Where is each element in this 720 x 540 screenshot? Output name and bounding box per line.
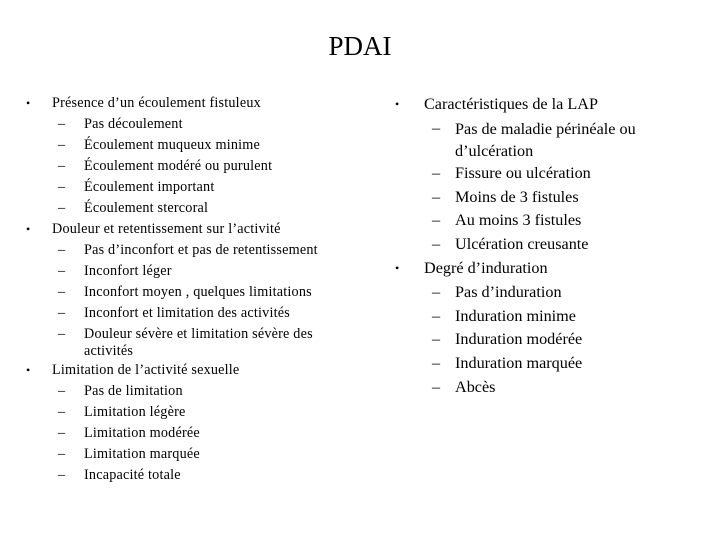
section-lap [392, 93, 692, 257]
dash-icon: – [58, 263, 66, 279]
section-heading: Douleur et retentissement sur l’activité [52, 221, 281, 237]
dash-icon: – [58, 425, 66, 441]
list-item [26, 240, 346, 261]
list-item-text: Inconfort et limitation des activités [84, 305, 290, 321]
list-item-text: Écoulement important [84, 179, 215, 195]
dash-icon: – [58, 200, 66, 216]
list-item-text: Pas de limitation [84, 383, 183, 399]
dash-icon: – [58, 242, 66, 258]
section-douleur [26, 219, 346, 360]
sub-list [26, 381, 346, 486]
dash-icon: – [58, 116, 66, 132]
sub-list [26, 240, 346, 360]
list-item-text: Induration modérée [455, 330, 583, 349]
list-item [26, 156, 346, 177]
list-item-text: Inconfort léger [84, 263, 172, 279]
list-item-text: Pas découlement [84, 116, 183, 132]
dash-icon: – [58, 467, 66, 483]
list-item-text: Incapacité totale [84, 467, 181, 483]
slide-title: PDAI [328, 31, 392, 61]
list-item [26, 114, 346, 135]
dash-icon: – [432, 377, 441, 396]
dash-icon: – [432, 118, 441, 137]
list-item [392, 233, 692, 257]
list-item-text: Pas d’induration [455, 282, 562, 301]
dash-icon: – [58, 284, 66, 300]
list-item-text: Pas d’inconfort et pas de retentissement [84, 242, 318, 258]
sub-list [392, 117, 692, 257]
list-item-text: Induration marquée [455, 354, 583, 373]
list-item [392, 305, 692, 329]
list-item-text: Douleur sévère et limitation sévère des activités [84, 326, 313, 359]
section-sexuelle [26, 360, 346, 486]
list-item [26, 198, 346, 219]
list-item-text: Abcès [455, 377, 496, 396]
dash-icon: – [432, 235, 441, 254]
dash-icon: – [58, 383, 66, 399]
list-item-text: Pas de maladie périnéale ou d’ulcération [455, 119, 636, 160]
list-item [26, 423, 346, 444]
dash-icon: – [58, 179, 66, 195]
list-item-text: Limitation modérée [84, 425, 200, 441]
dash-icon: – [58, 446, 66, 462]
section-induration [392, 257, 692, 400]
list-item [392, 162, 692, 186]
list-item [392, 352, 692, 376]
list-item-text: Fissure ou ulcération [455, 163, 591, 182]
dash-icon: – [432, 330, 441, 349]
list-item-text: Induration minime [455, 306, 576, 325]
left-column [26, 93, 346, 486]
list-item-text: Inconfort moyen , quelques limitations [84, 284, 312, 300]
list-item-text: Moins de 3 fistules [455, 187, 579, 206]
list-item [392, 376, 692, 400]
dash-icon: – [58, 326, 66, 342]
dash-icon: – [58, 137, 66, 153]
section-ecoulement [26, 93, 346, 219]
sub-list [26, 114, 346, 219]
dash-icon: – [58, 404, 66, 420]
list-item [26, 465, 346, 486]
section-heading: Présence d’un écoulement fistuleux [52, 95, 261, 111]
list-item [392, 209, 692, 233]
dash-icon: – [432, 187, 441, 206]
list-item [26, 177, 346, 198]
right-column [392, 93, 692, 400]
bullet-icon: • [26, 222, 31, 236]
list-item [26, 381, 346, 402]
sub-list [392, 281, 692, 400]
list-item [26, 324, 346, 360]
section-heading: Degré d’induration [424, 258, 548, 277]
list-item [392, 186, 692, 210]
dash-icon: – [432, 282, 441, 301]
bullet-icon: • [395, 97, 400, 111]
dash-icon: – [432, 211, 441, 230]
bullet-icon: • [26, 363, 31, 377]
section-heading: Limitation de l’activité sexuelle [52, 362, 240, 378]
dash-icon: – [58, 158, 66, 174]
list-item-text: Écoulement muqueux minime [84, 137, 260, 153]
list-item-text: Limitation marquée [84, 446, 200, 462]
list-item [26, 282, 346, 303]
list-item-text: Écoulement modéré ou purulent [84, 158, 273, 174]
section-heading: Caractéristiques de la LAP [424, 95, 598, 113]
list-item-text: Au moins 3 fistules [455, 211, 582, 230]
list-item [26, 261, 346, 282]
dash-icon: – [432, 163, 441, 182]
list-item [392, 281, 692, 305]
list-item-text: Écoulement stercoral [84, 200, 209, 216]
bullet-icon: • [26, 96, 31, 110]
dash-icon: – [432, 354, 441, 373]
list-item [26, 444, 346, 465]
list-item-text: Limitation légère [84, 404, 186, 420]
list-item-text: Ulcération creusante [455, 235, 589, 254]
dash-icon: – [58, 305, 66, 321]
dash-icon: – [432, 306, 441, 325]
list-item [392, 117, 692, 162]
list-item [26, 303, 346, 324]
list-item [26, 402, 346, 423]
bullet-icon: • [395, 260, 400, 275]
list-item [392, 328, 692, 352]
list-item [26, 135, 346, 156]
